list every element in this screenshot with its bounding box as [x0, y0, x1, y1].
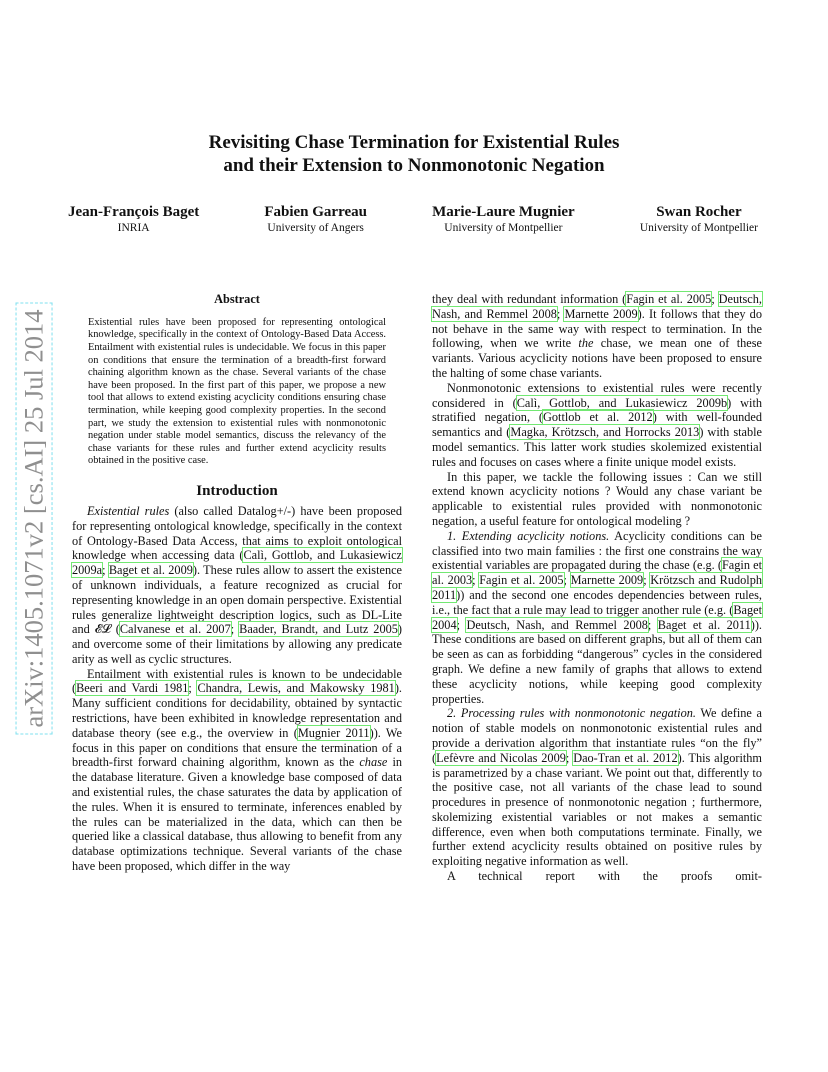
author-3 — [432, 203, 575, 236]
citation-link[interactable]: Baader, Brandt, and Lutz 2005 — [239, 622, 398, 637]
text-run: ) with stratified negation, ( — [432, 395, 763, 425]
text-run: In this paper, we tackle the following issues : Can we still extend known acyclicity notions ? Would any chase variant be applicable to existential rules provided with nonmonotonic negation, a useful feature for ontological modeling ? — [432, 469, 762, 528]
text-run: ; — [230, 622, 240, 637]
emphasis: chase — [359, 755, 388, 770]
text-run: ; — [643, 573, 651, 588]
intro-paragraph-8 — [432, 869, 762, 884]
citation-link[interactable]: Fagin et al. 2005 — [626, 292, 712, 306]
text-run: )). We focus in this paper on conditions that ensure the termination of a breadth-first forward chaining algorithm, known as the — [72, 725, 403, 770]
author-2 — [264, 203, 367, 236]
author-4 — [640, 203, 758, 236]
intro-paragraph-1 — [72, 504, 402, 667]
author-affiliation: University of Montpellier — [639, 222, 758, 234]
intro-paragraph-4 — [432, 381, 762, 470]
text-run: chase, we mean one of these variants. Various acyclicity notions have been proposed to ensure the halting of some chase variants. — [432, 336, 762, 380]
intro-paragraph-6 — [432, 529, 762, 707]
author-list — [68, 203, 758, 236]
citation-link[interactable]: Magka, Krötzsch, and Horrocks 2013 — [510, 425, 700, 440]
text-run: ; — [711, 292, 719, 306]
text-run: in the database literature. Given a knowledge base composed of data and existential rules, the chase saturates the data by application of the rules. When it is ensured to terminate, inferences enabled by the rules can be materialized in the data, which can then be queried like a classical database, thus allowing to benefit from any database optimizations technique. Several variants of the chase have been proposed, which differ in the way — [72, 755, 403, 874]
text-run: ) with well-founded semantics and ( — [432, 410, 763, 440]
text-run: ; — [563, 573, 571, 588]
emphasis: Existential rules — [87, 503, 170, 518]
text-run: )) and the second one encodes dependencies between rules, i.e., the fact that a rule may lead to trigger another rule (e.g. ( — [432, 587, 762, 617]
citation-link[interactable]: Marnette 2009 — [564, 306, 638, 321]
citation-link[interactable]: Calì, Gottlob, and Lukasiewicz 2009b — [516, 395, 728, 410]
citation-link[interactable]: Baget 2004 — [432, 602, 762, 632]
citation-link[interactable]: Calvanese et al. 2007 — [119, 622, 231, 637]
text-run: ; — [565, 750, 574, 765]
citation-link[interactable]: Fagin et al. 2003 — [432, 558, 762, 588]
abstract-text: Existential rules have been proposed for representing ontological knowledge, specifically in the context of Ontology-Based Data Access. Entailment with existential rules is undecidable. We focus in this paper on conditions that ensure the termination of a breadth-first forward chaining algorithm known as the chase. Several variants of the chase have been proposed. In the first part of this paper, we propose a new tool that allows to extend existing acyclicity conditions ensuring chase termination, while keeping good complexity properties. In the second part, we study the extension to existential rules with nonmonotonic negation under stable model semantics, discuss the relevancy of the chase variants for these rules and further extend acyclicity results obtained in the positive case. — [88, 316, 386, 467]
title-line-1: Revisiting Chase Termination for Existential Rules — [208, 132, 620, 153]
paper-title — [0, 131, 828, 177]
citation-link[interactable]: Fagin et al. 2005 — [479, 573, 564, 588]
text-run: ; — [556, 306, 565, 321]
author-affiliation: University of Montpellier — [444, 222, 563, 234]
text-run: Nonmonotonic extensions to existential rules were recently considered in ( — [432, 380, 762, 410]
introduction-heading: Introduction — [196, 482, 278, 499]
citation-link[interactable]: Mugnier 2011 — [297, 725, 370, 740]
text-run: A technical report with the proofs omit- — [447, 869, 762, 884]
intro-paragraph-5 — [432, 470, 762, 529]
citation-link[interactable]: Baget et al. 2009 — [108, 563, 193, 578]
text-run: (also called Datalog+/-) have been proposed for representing ontological knowledge, specifically in the context of Ontology-Based Data Access, that aims to exploit ontological knowledge when accessing data ( — [72, 503, 402, 563]
text-run: ; — [188, 681, 198, 696]
intro-paragraph-3 — [432, 292, 762, 381]
text-run: ). These rules allow to assert the existence of unknown individuals, a feature recognized as crucial for representing knowledge in an open domain perspective. Existential rules generalize lightweight description logics, such as DL-Lite and — [72, 563, 403, 637]
author-name: Marie-Laure Mugnier — [432, 204, 575, 220]
abstract-heading: Abstract — [214, 292, 260, 306]
citation-link[interactable]: Deutsch, Nash, and Remmel 2008 — [432, 292, 762, 321]
arxiv-stamp-text: arXiv:1405.1071v2 [cs.AI] 25 Jul 2014 — [16, 302, 53, 734]
citation-link[interactable]: Beeri and Vardi 1981 — [76, 681, 189, 696]
text-run: ) with stable model semantics. This latter work studies skolemized existential rules and focuses on cases where a finite unique model exists. — [432, 425, 763, 469]
author-name: Fabien Garreau — [264, 204, 367, 220]
citation-link[interactable]: Chandra, Lewis, and Makowsky 1981 — [197, 681, 395, 696]
citation-link[interactable]: Marnette 2009 — [570, 573, 644, 588]
text-run: ). Many sufficient conditions for decidability, obtained by syntactic restrictions, have been exhibited in knowledge representation and database theory (see e.g., the overview in ( — [72, 681, 402, 740]
intro-paragraph-2 — [72, 667, 402, 874]
arxiv-stamp — [14, 283, 54, 753]
citation-link[interactable]: Gottlob et al. 2012 — [543, 410, 653, 425]
author-affiliation: University of Angers — [267, 222, 364, 234]
left-column — [72, 292, 402, 874]
citation-link[interactable]: Krötzsch and Rudolph 2011 — [432, 573, 762, 602]
author-1 — [68, 203, 199, 236]
text-run: ). This algorithm is parametrized by a chase variant. We point out that, differently to the positive case, not all variants of the chase lead to sound procedures in presence of nonmonotonic negation ; furthermore, skolemizing existential variables or not makes a semantic difference, even when both computations terminate. Finally, we further extend acyclicity results obtained on positive rules by exploiting negative information as well. — [432, 750, 762, 869]
text-run: ( — [110, 622, 120, 637]
author-affiliation: INRIA — [117, 222, 150, 234]
emphasis: 1. Extending acyclicity notions. — [447, 528, 610, 543]
text-run: ; — [472, 573, 480, 588]
title-line-2: and their Extension to Nonmonotonic Negation — [223, 155, 605, 176]
right-column — [432, 292, 762, 884]
text-run: )). These conditions are based on different graphs, but all of them can be seen as can as forbidding “dangerous” cycles in the considered graph. We define a new family of graphs that allows to extend these acyclicity notions, while keeping good complexity properties. — [432, 617, 762, 706]
text-run: ). It follows that they do not behave in the same way with respect to termination. In the following, when we write — [432, 306, 762, 351]
citation-link[interactable]: Dao-Tran et al. 2012 — [573, 750, 678, 765]
author-name: Jean-François Baget — [68, 204, 200, 220]
text-run: ; — [647, 617, 658, 632]
citation-link[interactable]: Lefèvre and Nicolas 2009 — [436, 750, 566, 765]
emphasis: the — [578, 336, 594, 351]
text-run: Acyclicity conditions can be classified into two main families : the first one constrains the way existential variables are propagated during the chase (e.g. ( — [432, 528, 762, 573]
intro-paragraph-7 — [432, 706, 762, 869]
text-run: ; — [456, 617, 467, 632]
citation-link[interactable]: Deutsch, Nash, and Remmel 2008 — [466, 617, 648, 632]
el-symbol: 𝓔𝓛 — [94, 622, 111, 637]
text-run: they deal with redundant information ( — [432, 292, 627, 306]
emphasis: 2. Processing rules with nonmonotonic negation. — [447, 706, 696, 721]
author-name: Swan Rocher — [656, 204, 742, 220]
citation-link[interactable]: Baget et al. 2011 — [657, 617, 751, 632]
text-run: We define a notion of stable models on nonmonotonic existential rules and provide a derivation algorithm that instantiate rules “on the fly” ( — [432, 706, 762, 765]
text-run: ) and overcome some of their limitations by allowing any predicate arity as well as cyclic structures. — [72, 622, 402, 666]
text-run: Entailment with existential rules is known to be undecidable ( — [72, 666, 402, 696]
text-run: ; — [102, 563, 109, 578]
citation-link[interactable]: Calì, Gottlob, and Lukasiewicz 2009a — [72, 548, 402, 578]
